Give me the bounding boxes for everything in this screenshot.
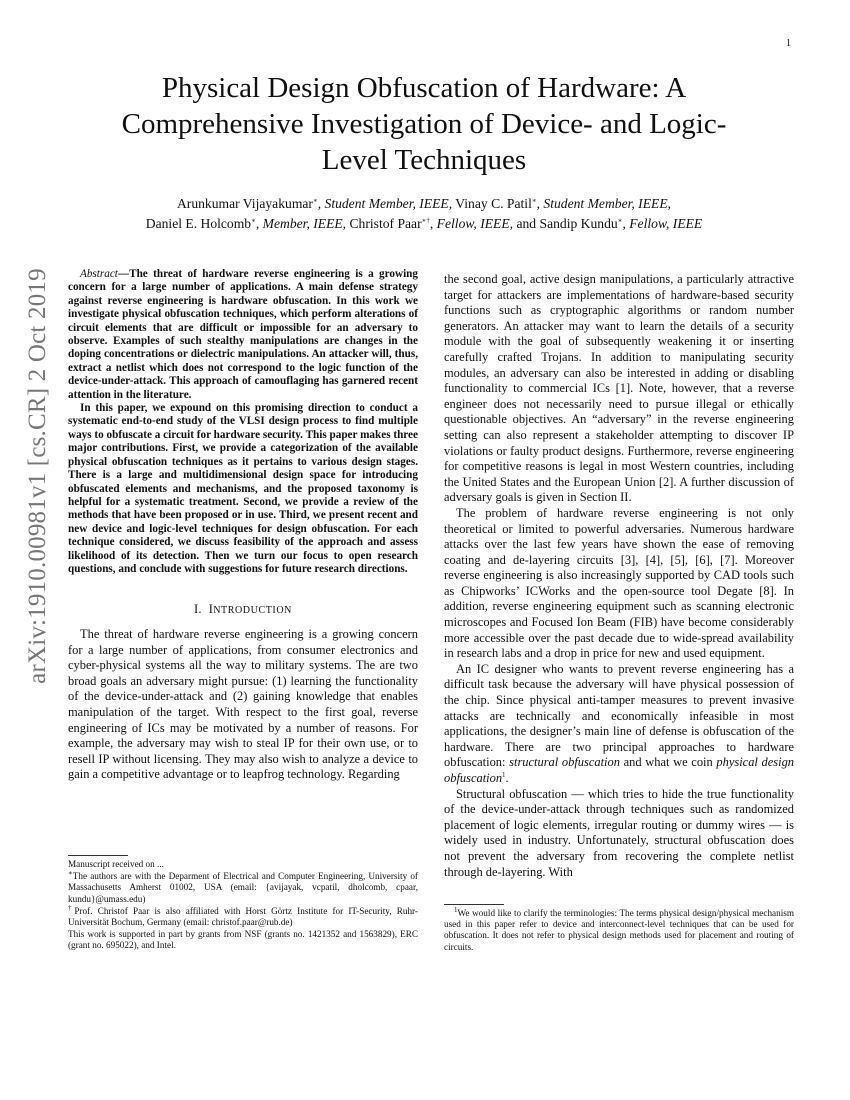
footnote-funding: This work is supported in part by grants from NSF (grants no. 1421352 and 1563829), ERC (grant no. 695022), and Intel. xyxy=(68,929,418,951)
paragraph-text: An IC designer who wants to prevent reverse engineering has a difficult task because the adversary will have physical possession of the chip. Since physical anti-tamper measures to prevent invasive attacks are technically and economically infeasible in most applications, the designer’s main line of defense is obfuscation of the hardware. There are two principal approaches to hardware obfuscation: xyxy=(444,661,794,770)
affil-mark: ∗† xyxy=(421,216,430,225)
author-name: Sandip Kundu xyxy=(539,216,618,231)
abstract-label: Abstract xyxy=(80,268,118,280)
abstract-paragraph-2: In this paper, we expound on this promising direction to conduct a systematic end-to-end study of the VLSI design process to find multiple ways to obfuscate a circuit for hardware security. This paper makes three major contributions. First, we provide a categorization of the available physical obfuscation techniques as it pertains to various design stages. There is a large and multidimensional design space for introducing obfuscated elements and mechanisms, and the proposed taxonomy is helpful for a systematic treatment. Second, we provide a review of the methods that have been proposed or in use. Third, we present recent and new device and logic-level techniques for design obfuscation. For each technique considered, we discuss feasibility of the approach and assess likelihood of its detection. Then we turn our focus to open research questions, and conclude with suggestions for future research directions. xyxy=(68,402,418,575)
arxiv-stamp: arXiv:1910.00981v1 [cs.CR] 2 Oct 2019 xyxy=(24,268,51,684)
author-name: Vinay C. Patil xyxy=(455,196,532,211)
author-name: Daniel E. Holcomb xyxy=(145,216,252,231)
left-column xyxy=(68,268,418,783)
author-role: Student Member, IEEE, xyxy=(324,196,453,211)
abstract-text: —The threat of hardware reverse engineering is a growing concern for a large number of applications. A main defense strategy against reverse engineering is hardware obfuscation. In this work we investigate physical obfuscation techniques, which perform alterations of circuit elements that are difficult or impossible for an adversary to observe. Examples of such stealthy manipulations are changes in the doping concentrations or dielectric manipulations. An attacker will, thus, extract a netlist which does not correspond to the logic function of the device-under-attack. This approach of camouflaging has garnered recent attention in the literature. xyxy=(68,268,418,401)
footnote-paar xyxy=(68,903,418,928)
left-footnotes xyxy=(68,859,418,952)
abstract-paragraph-1 xyxy=(68,268,418,402)
footnote-divider xyxy=(68,855,128,856)
right-footnote xyxy=(444,905,794,953)
author-role: Fellow, IEEE xyxy=(629,216,703,231)
intro-paragraph-1: The threat of hardware reverse engineering is a growing concern for a large number of applications, from consumer electronics and cyber-physical systems all the way to military systems. The are two broad goals an adversary might pursue: (1) learning the functionality of the device-under-attack and (2) gaining knowledge that enables manipulation of the target. With respect to the first goal, reverse engineering of ICs may be motivated by a number of reasons. For example, the adversary may wish to steal IP for their own use, or to resell IP without licensing. They may also wish to analyze a device to gain a competitive advantage or to leapfrog technology. Regarding xyxy=(68,626,418,782)
footnote-mark: ∗ xyxy=(68,869,73,878)
footnote-text: The authors are with the Deparment of Electrical and Computer Engineering, University of Massachusetts Amherst 01002, USA (email: {avijayak, vcpatil, dholcomb, cpaar, kundu}@umass.edu) xyxy=(68,871,418,904)
author-role: Student Member, IEEE, xyxy=(543,196,672,211)
affil-mark: ∗ xyxy=(617,216,623,225)
footnote-manuscript: Manuscript received on ... xyxy=(68,859,164,869)
author-role: Member, IEEE, xyxy=(262,216,347,231)
intro-paragraph-2: the second goal, active design manipulations, a particularly attractive target for attackers are implementations of hardware-based security functions such as cryptographic algorithms or random number generators. An attacker may want to learn the details of a security module with the goal of subsequently weakening it or inserting carefully crafted Trojans. In addition to manipulating security modules, an adversary can also be interested in adding or disabling functionality to commercial ICs [1]. Note, however, that a reverse engineer does not necessarily need to pursue illegal or ethically questionable objectives. An “adversary” in the reverse engineering setting can also represent a stakeholder attempting to discover IP violations or faulty product designs. Furthermore, reverse engineering for competitive reasons is legal in most Western countries, including the United States and the European Union [2]. A further discussion of adversary goals is given in Section II. xyxy=(444,272,794,505)
intro-body-left xyxy=(68,627,418,783)
right-footnote-divider xyxy=(444,904,504,905)
abstract xyxy=(68,268,418,576)
intro-paragraph-5: Structural obfuscation — which tries to hide the true functionality of the device-under-attack through techniques such as randomized placement of logic elements, irregular routing or dummy wires — is widely used in industry. Unfortunately, structural obfuscation does not prevent the adversary from recovering the complete netlist through de-layering. With xyxy=(444,786,794,879)
footnote-affiliation xyxy=(68,871,418,905)
conjunction: and xyxy=(516,216,537,231)
section-title-initial: I xyxy=(208,602,214,617)
footnote-text: Prof. Christof Paar is also affiliated with Horst Görtz Institute for IT-Security, Ruhr-Universität Bochum, Germany (email: christof.paar@rub.de) xyxy=(68,905,418,928)
author-line-2: Daniel E. Holcomb∗, Member, IEEE, Christof Paar∗†, Fellow, IEEE, and Sandip Kundu∗, Fellow, IEEE xyxy=(145,216,703,231)
section-number: I. xyxy=(193,602,202,617)
right-column xyxy=(444,272,794,880)
paragraph-text: and what we coin xyxy=(623,755,713,770)
paragraph-text: . xyxy=(505,771,509,785)
affil-mark: ∗ xyxy=(531,196,537,205)
section-heading-introduction xyxy=(68,602,418,619)
author-name: Christof Paar xyxy=(349,216,422,231)
author-list xyxy=(70,194,778,234)
footnote-mark: † xyxy=(68,903,75,912)
author-name: Arunkumar Vijayakumar xyxy=(176,196,313,211)
footnote-text: We would like to clarify the terminologies: The terms physical design/physical mechanism used in this paper refer to device and interconnect-level techniques that can be used for obfuscation. It does not refer to physical design methods used for placement and routing of circuits. xyxy=(444,908,794,952)
author-role: Fellow, IEEE, xyxy=(436,216,514,231)
section-title-rest: NTRODUCTION xyxy=(213,605,293,617)
footnote-terminology xyxy=(444,905,794,953)
term-structural-obfuscation: structural obfuscation xyxy=(509,755,620,770)
affil-mark: ∗ xyxy=(251,216,256,225)
footnote-mark: 1 xyxy=(454,905,458,914)
page-number: 1 xyxy=(786,38,791,49)
intro-paragraph-3: The problem of hardware reverse engineering is not only theoretical or limited to powerful adversaries. Numerous hardware attacks over the last few years have shown the ease of removing coating and de-layering circuits [3], [4], [5], [6], [7]. Moreover reverse engineering is also increasingly supported by CAD tools such as Chipworks’ ICWorks and the open-source tool Degate [8]. In addition, reverse engineering equipment such as scanning electronic microscopes and Focused Ion Beam (FIB) have become considerably more accessible over the past decade due to wide-spread availability in research labs and a drop in price for new and used equipment. xyxy=(444,505,794,661)
paper-title: Physical Design Obfuscation of Hardware: A Comprehensive Investigation of Device- and Logic-Level Techniques xyxy=(121,72,727,176)
footnote-ref[interactable]: 1 xyxy=(502,770,506,779)
intro-paragraph-4 xyxy=(444,662,794,787)
term-physical-design-obfuscation: physical design obfuscation xyxy=(444,755,795,785)
author-line-1: Arunkumar Vijayakumar∗, Student Member, IEEE, Vinay C. Patil∗, Student Member, IEEE, xyxy=(176,196,672,211)
affil-mark: ∗ xyxy=(312,196,318,205)
